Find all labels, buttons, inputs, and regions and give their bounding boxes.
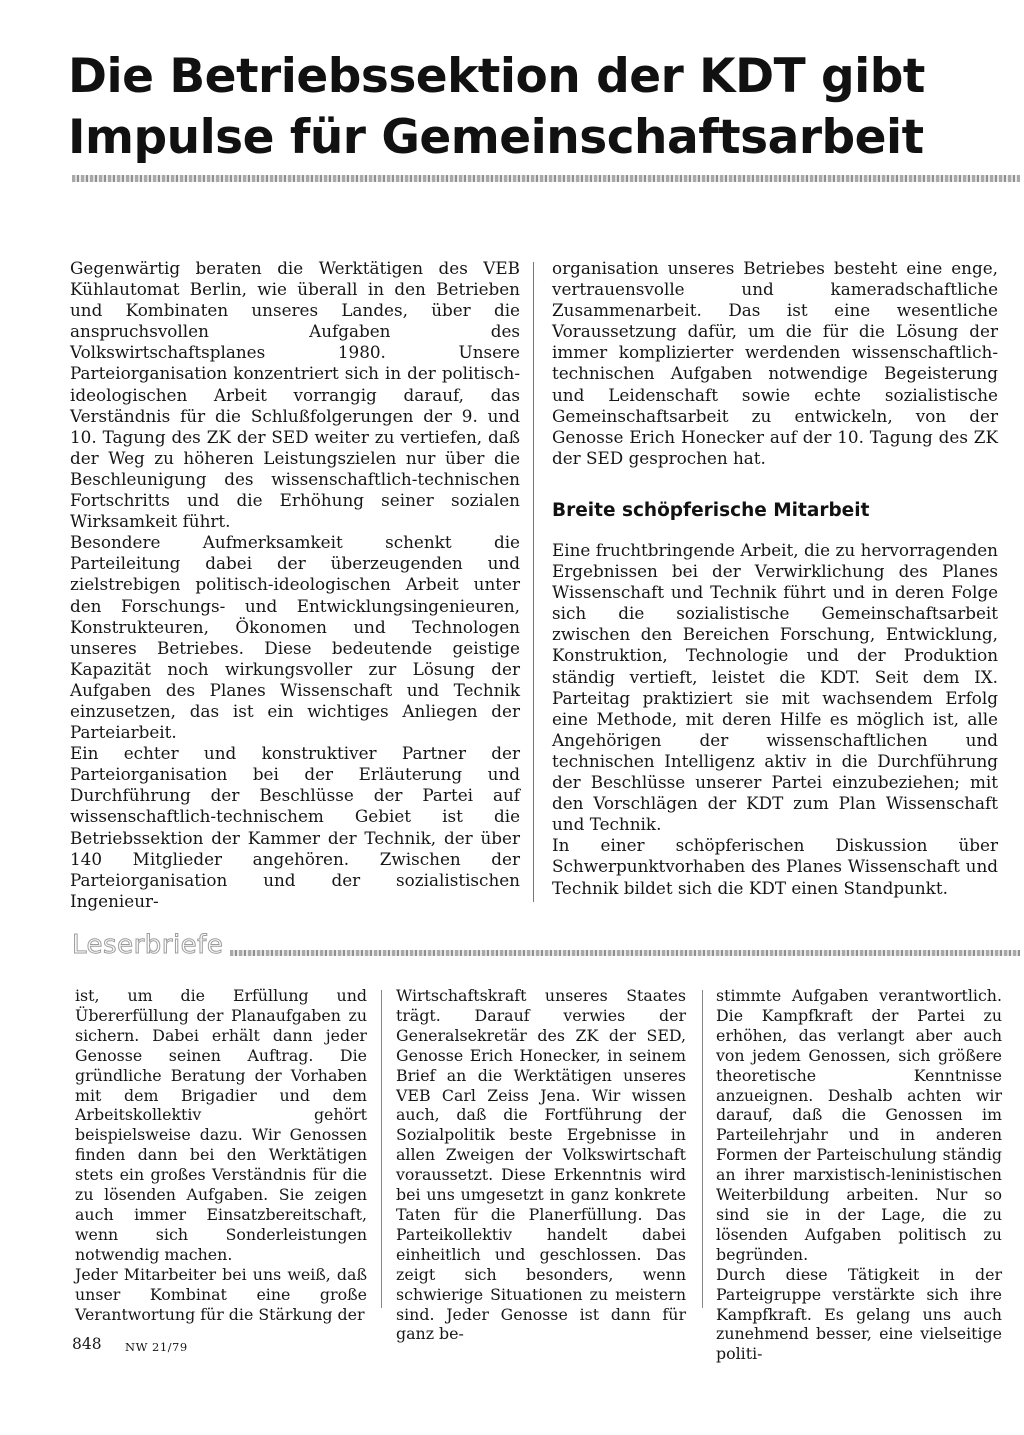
title-line-2: Impulse für Gemeinschaftsarbeit bbox=[68, 110, 924, 165]
article-paragraph: Besondere Aufmerksamkeit schenkt die Parteileitung dabei der überzeugenden und zielstrebigen politisch-ideologischen Arbeit unter den Forschungs- und Entwicklungsingenieuren, Konstrukteuren, Ökonomen und Technologen unseres Betriebes. Diese bedeutende geistige Kapazität noch wirkungsvoller zur Lösung der Aufgaben des Planes Wissenschaft und Technik einzusetzen, das ist ein wichtiges Anliegen der Parteiarbeit. bbox=[70, 532, 520, 743]
article-paragraph: Gegenwärtig beraten die Werktätigen des VEB Kühlautomat Berlin, wie überall in den Betrieben und Kombinaten unseres Landes, über die anspruchsvollen Aufgaben des Volkswirtschaftsplanes 1980. Unsere Parteiorganisation konzentriert sich in der politisch-ideologischen Arbeit vorrangig darauf, das Verständnis für die Schlußfolgerungen der 9. und 10. Tagung des ZK der SED weiter zu vertiefen, daß der Weg zu höheren Leistungszielen nur über die Beschleunigung des wissenschaftlich-technischen Fortschritts und die Erhöhung seiner sozialen Wirksamkeit führt. bbox=[70, 258, 520, 532]
title-line-1: Die Betriebssektion der KDT gibt bbox=[68, 49, 925, 104]
letters-section-label: Leserbriefe bbox=[72, 930, 224, 960]
letters-column-1 bbox=[75, 986, 367, 1324]
article-column-2 bbox=[552, 258, 998, 469]
column-divider bbox=[702, 990, 703, 1308]
article-column-2-continued bbox=[552, 540, 998, 899]
letter-paragraph: Jeder Mitarbeiter bei uns weiß, daß unser Kombinat eine große Verantwortung für die Stärkung der bbox=[75, 1264, 367, 1324]
letters-column-3 bbox=[716, 986, 1002, 1364]
article-paragraph: organisation unseres Betriebes besteht eine enge, vertrauensvolle und kameradschaftliche Zusammenarbeit. Das ist eine wesentliche Voraussetzung dafür, um die für die Lösung der immer komplizierter werdenden wissenschaftlich-technischen Aufgaben notwendige Begeisterung und Leidenschaft sowie echte sozialistische Gemeinschaftsarbeit zu entwickeln, von der Genosse Erich Honecker auf der 10. Tagung des ZK der SED gesprochen hat. bbox=[552, 258, 998, 468]
column-divider bbox=[381, 990, 382, 1308]
letter-paragraph: Wirtschaftskraft unseres Staates trägt. Darauf verwies der Generalsekretär des ZK der SED, Genosse Erich Honecker, in seinem Brief an die Werktätigen unseres VEB Carl Zeiss Jena. Wir wissen auch, daß die Fortführung der Sozialpolitik beste Ergebnisse in allen Zweigen der Volkswirtschaft voraussetzt. Diese Erkenntnis wird bei uns umgesetzt in ganz konkrete Taten für die Planerfüllung. Das Parteikollektiv handelt dabei einheitlich und geschlossen. Das zeigt sich besonders, wenn schwierige Situationen zu meistern sind. Jeder Genosse ist dann für ganz be- bbox=[396, 986, 686, 1344]
article-paragraph: In einer schöpferischen Diskussion über Schwerpunktvorhaben des Planes Wissenschaft und Technik bildet sich die KDT einen Standpunkt. bbox=[552, 835, 998, 898]
page-title bbox=[68, 46, 988, 168]
section-subheading: Breite schöpferische Mitarbeit bbox=[552, 500, 870, 521]
article-column-1 bbox=[70, 258, 520, 912]
title-rule bbox=[72, 175, 1020, 182]
letter-paragraph: Durch diese Tätigkeit in der Parteigruppe verstärkte sich ihre Kampfkraft. Es gelang uns auch zunehmend besser, eine vielseitige politi- bbox=[716, 1264, 1002, 1364]
article-paragraph: Eine fruchtbringende Arbeit, die zu hervorragenden Ergebnissen bei der Verwirklichung des Planes Wissenschaft und Technik führt und in deren Folge sich die sozialistische Gemeinschaftsarbeit zwischen den Bereichen Forschung, Entwicklung, Konstruktion, Technologie und der Produktion ständig vertieft, leistet die KDT. Seit dem IX. Parteitag praktiziert sie mit wachsendem Erfolg eine Methode, mit deren Hilfe es möglich ist, alle Angehörigen der wissenschaftlichen und technischen Intelligenz aktiv in die Durchführung der Beschlüsse unserer Partei einzubeziehen; mit den Vorschlägen der KDT zum Plan Wissenschaft und Technik. bbox=[552, 540, 998, 835]
page-number: 848 bbox=[72, 1335, 102, 1353]
article-paragraph: Ein echter und konstruktiver Partner der Parteiorganisation bei der Erläuterung und Durchführung der Beschlüsse der Partei auf wissenschaftlich-technischem Gebiet ist die Betriebssektion der Kammer der Technik, der über 140 Mitglieder angehören. Zwischen der Parteiorganisation und der sozialistischen Ingenieur- bbox=[70, 743, 520, 911]
letters-rule bbox=[230, 950, 1020, 956]
letter-paragraph: ist, um die Erfüllung und Übererfüllung der Planaufgaben zu sichern. Dabei erhält dann jeder Genosse seinen Auftrag. Die gründliche Beratung der Vorhaben mit dem Brigadier und dem Arbeitskollektiv gehört beispielsweise dazu. Wir Genossen finden dann bei den Werktätigen stets ein großes Verständnis für die zu lösenden Aufgaben. Sie zeigen auch immer Einsatzbereitschaft, wenn sich Sonderleistungen notwendig machen. bbox=[75, 986, 367, 1264]
column-divider bbox=[533, 262, 534, 902]
letter-paragraph: stimmte Aufgaben verantwortlich. Die Kampfkraft der Partei zu erhöhen, das verlangt aber auch von jedem Genossen, sich größere theoretische Kenntnisse anzueignen. Deshalb achten wir darauf, daß die Genossen im Parteilehrjahr und in anderen Formen der Parteischulung ständig an ihrer marxistisch-leninistischen Weiterbildung arbeiten. Nur so sind sie in der Lage, die zu lösenden Aufgaben politisch zu begründen. bbox=[716, 986, 1002, 1264]
letters-column-2 bbox=[396, 986, 686, 1344]
issue-label: NW 21/79 bbox=[125, 1340, 188, 1354]
